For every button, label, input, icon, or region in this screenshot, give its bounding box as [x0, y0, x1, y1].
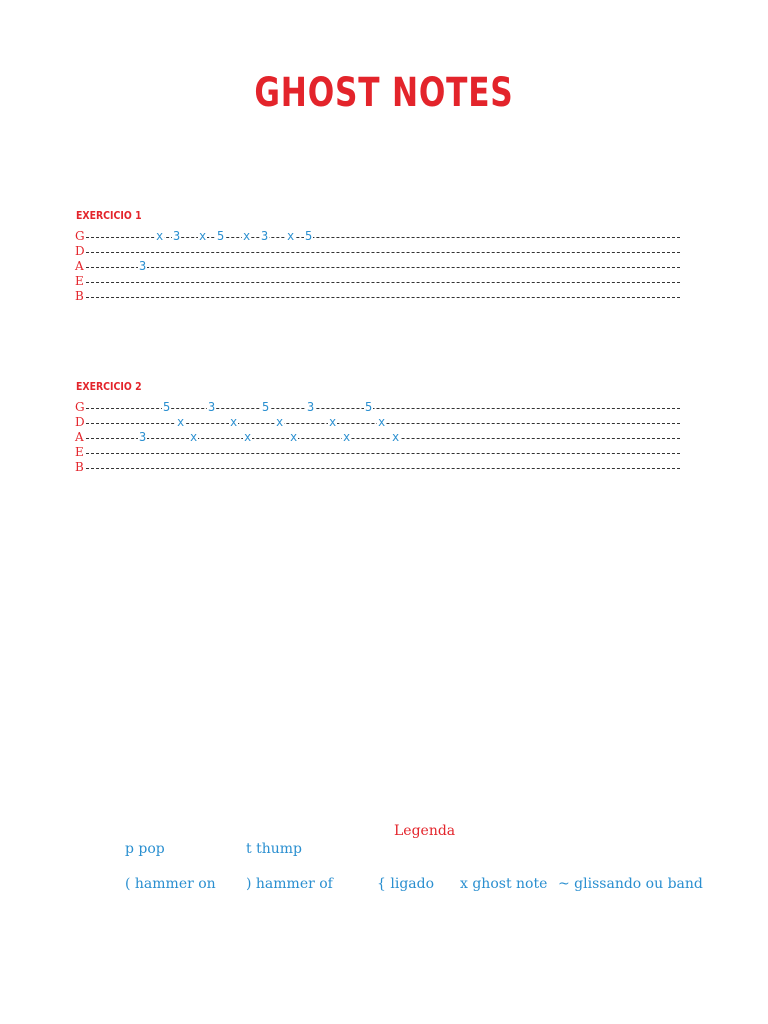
- ghost-note: x: [199, 229, 207, 243]
- string-line: [86, 468, 680, 469]
- legend-item-ghost-note: x ghost note: [460, 876, 548, 892]
- ghost-note: x: [290, 430, 298, 444]
- fret-number: 5: [217, 229, 225, 243]
- tab-string-a: [75, 430, 680, 445]
- string-label: G: [75, 400, 85, 414]
- tab-string-e: [75, 445, 680, 460]
- legend-item-glissando: ~ glissando ou band: [558, 876, 703, 892]
- tab-string-g: [75, 400, 680, 415]
- tab-string-b: [75, 289, 680, 304]
- fret-number: 3: [307, 400, 315, 414]
- ghost-note: x: [177, 415, 185, 429]
- ghost-note: x: [156, 229, 164, 243]
- string-line: [86, 408, 680, 409]
- ghost-note: x: [243, 229, 251, 243]
- ghost-note: x: [190, 430, 198, 444]
- fret-number: 5: [305, 229, 313, 243]
- string-label: D: [75, 415, 85, 429]
- string-label: B: [75, 289, 84, 303]
- exercise-1-title: EXERCICIO 1: [76, 209, 142, 222]
- ghost-note: x: [343, 430, 351, 444]
- string-line: [86, 453, 680, 454]
- string-label: D: [75, 244, 85, 258]
- tab-string-b: [75, 460, 680, 475]
- tab-string-g: [75, 229, 680, 244]
- string-line: [86, 252, 680, 253]
- ghost-note: x: [287, 229, 295, 243]
- ghost-note: x: [392, 430, 400, 444]
- page-title: GHOST NOTES: [254, 70, 514, 116]
- string-line: [86, 297, 680, 298]
- fret-number: 3: [139, 259, 147, 273]
- fret-number: 3: [173, 229, 181, 243]
- string-label: B: [75, 460, 84, 474]
- fret-number: 5: [163, 400, 171, 414]
- fret-number: 3: [261, 229, 269, 243]
- exercise-2-tablature: [75, 400, 680, 475]
- fret-number: 5: [365, 400, 373, 414]
- tab-string-a: [75, 259, 680, 274]
- fret-number: 5: [262, 400, 270, 414]
- legend-item-pop: p pop: [125, 841, 165, 857]
- exercise-1-tablature: [75, 229, 680, 304]
- exercise-2-title: EXERCICIO 2: [76, 380, 142, 393]
- legend-item-hammer-on: ( hammer on: [125, 876, 216, 892]
- ghost-note: x: [276, 415, 284, 429]
- string-line: [86, 438, 680, 439]
- legend-item-hammer-off: ) hammer of: [246, 876, 333, 892]
- string-label: A: [75, 430, 84, 444]
- string-label: G: [75, 229, 85, 243]
- string-label: E: [75, 445, 84, 459]
- string-line: [86, 282, 680, 283]
- string-label: A: [75, 259, 84, 273]
- legend-title: Legenda: [394, 823, 456, 839]
- tab-string-d: [75, 415, 680, 430]
- ghost-note: x: [378, 415, 386, 429]
- string-line: [86, 267, 680, 268]
- ghost-note: x: [230, 415, 238, 429]
- tab-string-d: [75, 244, 680, 259]
- legend-item-ligado: { ligado: [377, 876, 435, 892]
- tab-string-e: [75, 274, 680, 289]
- fret-number: 3: [208, 400, 216, 414]
- fret-number: 3: [139, 430, 147, 444]
- legend-item-thump: t thump: [246, 841, 302, 857]
- string-label: E: [75, 274, 84, 288]
- ghost-note: x: [244, 430, 252, 444]
- ghost-note: x: [329, 415, 337, 429]
